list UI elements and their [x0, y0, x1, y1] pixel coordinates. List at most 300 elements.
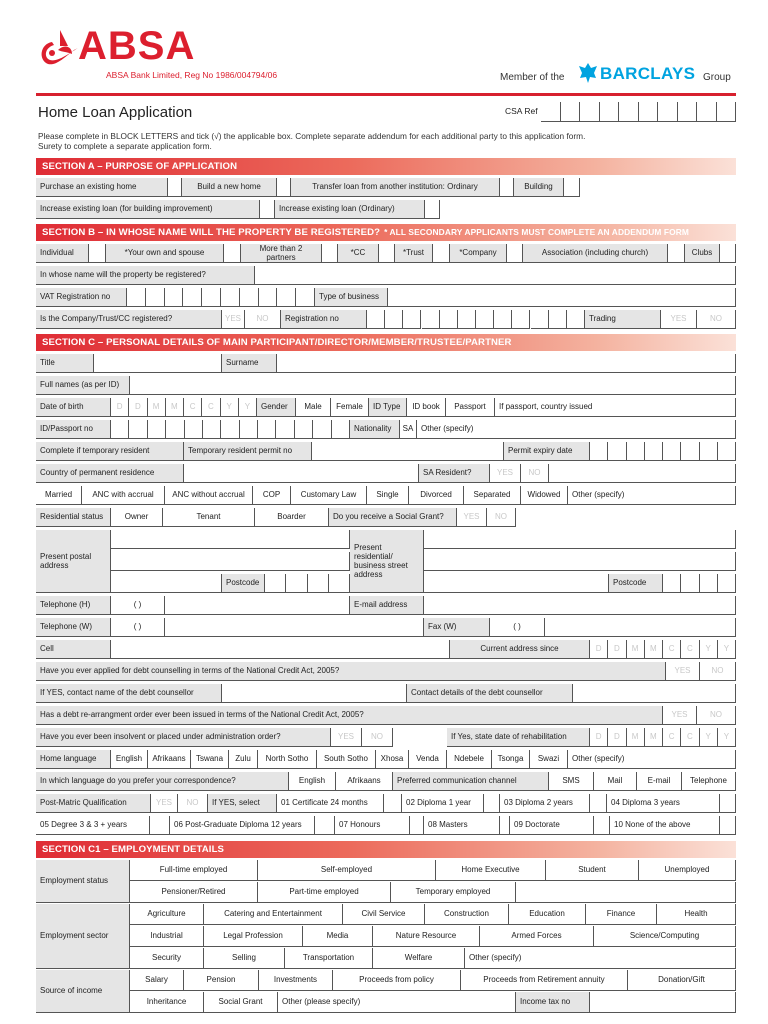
option[interactable] [204, 992, 278, 1013]
option[interactable] [130, 948, 204, 969]
tick-box[interactable] [185, 420, 203, 439]
option[interactable] [331, 398, 369, 417]
input-field[interactable] [130, 376, 736, 395]
tick-box[interactable] [484, 794, 500, 813]
option[interactable] [521, 486, 568, 505]
tick-box[interactable] [700, 442, 718, 461]
field-label-text: Date of birth [40, 402, 84, 412]
tick-box[interactable] [681, 574, 699, 593]
option[interactable] [402, 794, 484, 813]
input-field[interactable] [424, 574, 609, 593]
tick-box[interactable] [277, 288, 296, 307]
field-label-text: Has a debt re-arrangment order ever been issued in terms of the National Credit Act, 2005? [40, 710, 364, 720]
date-digit-box[interactable] [645, 728, 663, 747]
tick-box[interactable] [531, 310, 549, 329]
option[interactable] [409, 750, 447, 769]
tick-box[interactable] [567, 310, 585, 329]
tick-box[interactable] [322, 244, 338, 263]
option-text: Student [578, 865, 606, 875]
option-text: ANC with accrual [92, 490, 154, 500]
date-digit-box[interactable] [166, 398, 184, 417]
option[interactable] [335, 816, 410, 835]
option[interactable] [424, 816, 500, 835]
option-text: SA [402, 424, 414, 434]
option-text: Xhosa [380, 754, 404, 764]
option[interactable] [447, 750, 492, 769]
option[interactable] [296, 398, 331, 417]
input-field[interactable] [165, 618, 424, 637]
option-text: Single [376, 490, 399, 500]
field-label-text: Increase existing loan (Ordinary) [279, 204, 395, 214]
date-digit-box[interactable] [148, 398, 166, 417]
option[interactable] [333, 970, 461, 991]
option[interactable] [400, 420, 417, 439]
input-field[interactable] [184, 464, 419, 483]
no-checkbox[interactable] [487, 508, 516, 527]
tick-box[interactable] [594, 816, 610, 835]
input-field[interactable] [165, 596, 350, 615]
section-c-title: SECTION C – PERSONAL DETAILS OF MAIN PARTICIPANT/DIRECTOR/MEMBER/TRUSTEE/PARTNER [42, 337, 512, 348]
date-digit-box[interactable] [590, 728, 608, 747]
tick-box[interactable] [277, 178, 291, 197]
option[interactable] [229, 750, 258, 769]
field-label [369, 398, 407, 417]
option-text: South Sotho [323, 754, 369, 764]
option[interactable] [500, 794, 590, 813]
option[interactable] [373, 948, 465, 969]
tick-box[interactable] [276, 420, 294, 439]
tick-box[interactable] [295, 420, 313, 439]
option[interactable] [148, 750, 191, 769]
no-checkbox[interactable] [700, 662, 736, 681]
date-digit-box[interactable] [645, 640, 663, 659]
field-label [182, 178, 277, 197]
option-text: Civil Service [361, 909, 406, 919]
option-text: Inheritance [146, 997, 187, 1007]
option-text: Zulu [235, 754, 251, 764]
no-checkbox[interactable] [521, 464, 549, 483]
option[interactable] [549, 772, 594, 791]
option[interactable] [376, 750, 409, 769]
input-field[interactable] [573, 684, 736, 703]
option[interactable] [130, 904, 204, 925]
date-digit-box[interactable] [681, 640, 699, 659]
no-checkbox[interactable] [245, 310, 281, 329]
tick-box[interactable] [221, 288, 240, 307]
option[interactable] [82, 486, 165, 505]
tick-box[interactable] [720, 794, 736, 813]
option-text: Unemployed [664, 865, 710, 875]
tick-box[interactable] [433, 244, 450, 263]
tick-box[interactable] [718, 574, 736, 593]
tick-box[interactable] [265, 574, 286, 593]
no-checkbox[interactable] [697, 310, 736, 329]
input-field[interactable] [388, 288, 736, 307]
option[interactable] [461, 970, 628, 991]
option[interactable] [594, 926, 736, 947]
field-label [585, 310, 661, 329]
tick-box[interactable] [148, 420, 166, 439]
tick-box[interactable] [717, 102, 737, 122]
input-field[interactable] [111, 552, 350, 571]
date-digit-box-text: D [595, 644, 602, 654]
option[interactable] [568, 750, 736, 769]
tick-box[interactable] [379, 244, 395, 263]
option[interactable] [165, 486, 253, 505]
field-label-text: *Company [459, 248, 497, 258]
option[interactable] [464, 486, 521, 505]
option[interactable] [130, 882, 258, 903]
date-digit-box[interactable] [700, 640, 718, 659]
tick-box[interactable] [668, 244, 685, 263]
tick-box[interactable] [541, 102, 561, 122]
option[interactable] [417, 420, 736, 439]
tick-box[interactable] [608, 442, 626, 461]
option[interactable] [163, 508, 255, 527]
tick-box[interactable] [564, 178, 580, 197]
field-label [257, 398, 296, 417]
tick-box[interactable] [240, 420, 258, 439]
option[interactable] [111, 596, 165, 615]
field-label-text: Present residential/ business street address [354, 542, 408, 580]
option[interactable] [36, 486, 82, 505]
option[interactable] [184, 970, 259, 991]
tick-box[interactable] [258, 420, 276, 439]
tick-box[interactable] [678, 102, 698, 122]
member-of-text: Member of the [500, 72, 565, 83]
date-digit-box[interactable] [608, 640, 626, 659]
option-text: Swazi [537, 754, 560, 764]
tick-box[interactable] [329, 574, 350, 593]
section-b-note: * ALL SECONDARY APPLICANTS MUST COMPLETE AN ADDENDUM FORM [384, 227, 689, 237]
csa-ref-label: CSA Ref [505, 106, 538, 116]
tick-box[interactable] [512, 310, 530, 329]
tick-box[interactable] [240, 288, 259, 307]
tick-box[interactable] [168, 178, 182, 197]
input-field[interactable] [590, 992, 736, 1013]
field-label [419, 464, 490, 483]
input-field[interactable] [549, 464, 736, 483]
no-checkbox-text: NO [710, 710, 722, 720]
option[interactable] [407, 398, 446, 417]
tick-box[interactable] [476, 310, 494, 329]
option[interactable] [253, 486, 291, 505]
tick-box[interactable] [127, 288, 146, 307]
option[interactable] [509, 904, 586, 925]
date-digit-box[interactable] [627, 728, 645, 747]
option[interactable] [367, 486, 409, 505]
field-label-text: Income tax no [520, 997, 571, 1007]
field-label [36, 706, 663, 725]
tick-box[interactable] [183, 288, 202, 307]
tick-box[interactable] [720, 244, 736, 263]
yes-checkbox[interactable] [666, 662, 700, 681]
tick-box[interactable] [410, 816, 424, 835]
input-field[interactable] [312, 442, 504, 461]
option[interactable] [639, 860, 736, 881]
option[interactable] [258, 860, 436, 881]
option[interactable] [289, 772, 336, 791]
tick-box[interactable] [425, 200, 440, 219]
option-text: Agriculture [147, 909, 186, 919]
option[interactable] [204, 904, 343, 925]
option-text: 10 None of the above [614, 820, 691, 830]
option[interactable] [336, 772, 393, 791]
field-label [350, 596, 424, 615]
date-digit-box[interactable] [663, 640, 681, 659]
tick-box[interactable] [165, 288, 184, 307]
input-field[interactable] [94, 354, 222, 373]
field-label-text: *Trust [402, 248, 425, 258]
date-digit-box[interactable] [627, 640, 645, 659]
yes-checkbox[interactable] [222, 310, 245, 329]
option[interactable] [130, 992, 204, 1013]
yes-checkbox[interactable] [661, 310, 697, 329]
tick-box[interactable] [259, 288, 278, 307]
option[interactable] [530, 750, 568, 769]
tick-box[interactable] [422, 310, 440, 329]
yes-checkbox[interactable] [490, 464, 521, 483]
option-text: Finance [606, 909, 636, 919]
field-label-text: Telephone (H) [40, 600, 91, 610]
tick-box[interactable] [150, 816, 170, 835]
option[interactable] [594, 772, 637, 791]
date-digit-box[interactable] [202, 398, 220, 417]
page-title: Home Loan Application [38, 104, 193, 121]
tick-box[interactable] [403, 310, 421, 329]
field-label [393, 772, 549, 791]
tick-box[interactable] [663, 442, 681, 461]
option-text: Married [44, 490, 73, 500]
input-field[interactable] [424, 552, 736, 571]
option[interactable] [278, 992, 516, 1013]
field-label-text: Have you ever applied for debt counselling in terms of the National Credit Act, 2005? [40, 666, 340, 676]
input-field[interactable] [277, 354, 736, 373]
tick-box[interactable] [224, 244, 241, 263]
tick-box[interactable] [561, 102, 581, 122]
tick-box[interactable] [308, 574, 329, 593]
input-field[interactable] [424, 530, 736, 549]
field-label-text: Full names (as per ID) [40, 380, 120, 390]
option[interactable] [510, 816, 594, 835]
option[interactable] [373, 926, 480, 947]
date-digit-box-text: Y [705, 644, 711, 654]
option[interactable] [130, 860, 258, 881]
tick-box[interactable] [296, 288, 315, 307]
tick-box[interactable] [458, 310, 476, 329]
option[interactable] [657, 904, 736, 925]
field-label [275, 200, 425, 219]
input-field[interactable] [111, 530, 350, 549]
option[interactable] [465, 948, 736, 969]
yes-checkbox-text: YES [671, 710, 688, 720]
option-text: Health [684, 909, 708, 919]
date-digit-box-text: Y [723, 732, 730, 742]
tick-box[interactable] [663, 574, 681, 593]
field-label-text: Temporary resident permit no [188, 446, 293, 456]
input-field[interactable] [545, 618, 736, 637]
date-digit-box-text: D [613, 732, 620, 742]
tick-box[interactable] [507, 244, 523, 263]
input-field[interactable] [255, 266, 736, 285]
no-checkbox[interactable] [697, 706, 736, 725]
option-text: Nature Resource [395, 931, 457, 941]
field-label-text: *Your own and spouse [124, 248, 205, 258]
option[interactable] [586, 904, 657, 925]
option[interactable] [258, 750, 317, 769]
option[interactable] [492, 750, 530, 769]
option[interactable] [130, 970, 184, 991]
input-field[interactable] [424, 596, 736, 615]
tick-box[interactable] [697, 102, 717, 122]
tick-box[interactable] [590, 442, 608, 461]
option[interactable] [317, 750, 376, 769]
tick-box[interactable] [720, 816, 736, 835]
tick-box[interactable] [221, 420, 239, 439]
option[interactable] [546, 860, 639, 881]
date-digit-box[interactable] [700, 728, 718, 747]
option[interactable] [495, 398, 736, 417]
option[interactable] [191, 750, 229, 769]
option[interactable] [637, 772, 682, 791]
option[interactable] [391, 882, 516, 903]
yes-checkbox[interactable] [331, 728, 362, 747]
tick-box[interactable] [313, 420, 331, 439]
option[interactable] [568, 486, 736, 505]
option[interactable] [436, 860, 546, 881]
date-digit-box[interactable] [590, 640, 608, 659]
option[interactable] [610, 816, 720, 835]
tick-box[interactable] [549, 310, 567, 329]
tick-box[interactable] [367, 310, 385, 329]
option[interactable] [259, 970, 333, 991]
tick-box[interactable] [580, 102, 600, 122]
option[interactable] [343, 904, 425, 925]
tick-box[interactable] [203, 420, 221, 439]
tick-box[interactable] [89, 244, 106, 263]
tick-box[interactable] [286, 574, 307, 593]
option[interactable] [285, 948, 373, 969]
tick-box[interactable] [129, 420, 147, 439]
option[interactable] [628, 970, 736, 991]
option[interactable] [277, 794, 384, 813]
tick-box[interactable] [260, 200, 275, 219]
option[interactable] [480, 926, 594, 947]
tick-box[interactable] [146, 288, 165, 307]
tick-box[interactable] [718, 442, 736, 461]
input-field[interactable] [111, 640, 450, 659]
option[interactable] [111, 508, 163, 527]
option[interactable] [170, 816, 315, 835]
option[interactable] [446, 398, 495, 417]
option[interactable] [682, 772, 736, 791]
section-c1-title: SECTION C1 – EMPLOYMENT DETAILS [42, 844, 225, 855]
option[interactable] [291, 486, 367, 505]
tick-box[interactable] [494, 310, 512, 329]
yes-checkbox[interactable] [663, 706, 697, 725]
option[interactable] [607, 794, 720, 813]
tick-box[interactable] [645, 442, 663, 461]
tick-box[interactable] [600, 102, 620, 122]
option[interactable] [204, 948, 285, 969]
no-checkbox-text: NO [186, 798, 199, 808]
date-digit-box[interactable] [718, 728, 736, 747]
tick-box[interactable] [315, 816, 335, 835]
option[interactable] [409, 486, 464, 505]
field-label [36, 310, 222, 329]
tick-box[interactable] [590, 794, 607, 813]
no-checkbox[interactable] [362, 728, 393, 747]
field-label-text: Registration no [285, 314, 339, 324]
tick-box[interactable] [627, 442, 645, 461]
no-checkbox[interactable] [178, 794, 208, 813]
date-digit-box[interactable] [681, 728, 699, 747]
section-a-header [36, 158, 736, 175]
option-text: English [115, 754, 143, 764]
yes-checkbox[interactable] [151, 794, 178, 813]
yes-checkbox[interactable] [457, 508, 487, 527]
input-field[interactable] [516, 882, 736, 903]
tick-box[interactable] [639, 102, 659, 122]
tick-box[interactable] [166, 420, 184, 439]
option-text: Investments [273, 975, 318, 985]
tick-box[interactable] [500, 178, 514, 197]
option[interactable] [258, 882, 391, 903]
field-label-text: Do you receive a Social Grant? [333, 512, 444, 522]
option[interactable] [255, 508, 329, 527]
date-digit-box[interactable] [184, 398, 202, 417]
input-field[interactable] [111, 574, 222, 593]
date-digit-box[interactable] [111, 398, 129, 417]
option[interactable] [204, 926, 303, 947]
field-label-text: Nationality [354, 424, 392, 434]
tick-box[interactable] [619, 102, 639, 122]
option-text: SMS [562, 776, 580, 786]
date-digit-box[interactable] [239, 398, 257, 417]
option[interactable] [130, 926, 204, 947]
option[interactable] [111, 750, 148, 769]
input-field[interactable] [222, 684, 407, 703]
option[interactable] [303, 926, 373, 947]
option-text: Donation/Gift [658, 975, 705, 985]
field-label [450, 244, 507, 263]
date-digit-box[interactable] [663, 728, 681, 747]
option-text: Other (specify) [421, 424, 474, 434]
tick-box[interactable] [658, 102, 678, 122]
tick-box[interactable] [385, 310, 403, 329]
tick-box[interactable] [440, 310, 458, 329]
tick-box[interactable] [111, 420, 129, 439]
tick-box[interactable] [700, 574, 718, 593]
tick-box[interactable] [332, 420, 350, 439]
date-digit-box[interactable] [129, 398, 147, 417]
option[interactable] [111, 618, 165, 637]
section-b-header [36, 224, 736, 241]
option[interactable] [425, 904, 509, 925]
tick-box[interactable] [500, 816, 510, 835]
field-label [36, 750, 111, 769]
date-digit-box[interactable] [608, 728, 626, 747]
field-label-text: Trading [589, 314, 616, 324]
date-digit-box[interactable] [718, 640, 736, 659]
date-digit-box[interactable] [221, 398, 239, 417]
tick-box[interactable] [681, 442, 699, 461]
option[interactable] [36, 816, 150, 835]
tick-box[interactable] [384, 794, 402, 813]
tick-box[interactable] [202, 288, 221, 307]
option-text: Pensioner/Retired [161, 887, 226, 897]
option[interactable] [490, 618, 545, 637]
